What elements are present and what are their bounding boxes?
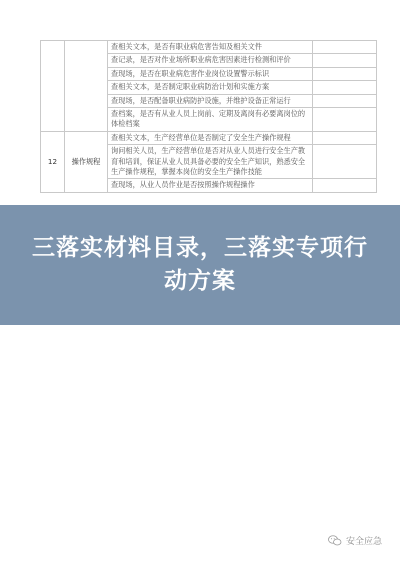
blank-cell bbox=[313, 108, 377, 132]
source-watermark bbox=[328, 534, 382, 547]
blank-cell bbox=[313, 81, 377, 94]
watermark-text: 安全应急 bbox=[345, 537, 382, 547]
table-row bbox=[41, 131, 377, 144]
blank-cell bbox=[313, 54, 377, 67]
inspection-checklist-table bbox=[40, 40, 377, 193]
check-item-cell: 查现场，从业人员作业是否按照操作规程操作 bbox=[108, 179, 313, 192]
check-item-cell: 查相关文本，是否有职业病危害告知及相关文件 bbox=[108, 41, 313, 54]
row-number-cell: 12 bbox=[41, 131, 65, 192]
check-item-cell: 查相关文本，是否制定职业病防治计划和实施方案 bbox=[108, 81, 313, 94]
category-cell bbox=[65, 41, 108, 132]
wechat-icon bbox=[328, 535, 342, 546]
check-item-cell: 查相关文本，生产经营单位是否制定了安全生产操作规程 bbox=[108, 131, 313, 144]
check-item-cell: 查现场，是否配备职业病防护设施，并维护设备正常运行 bbox=[108, 94, 313, 107]
blank-cell bbox=[313, 179, 377, 192]
category-cell: 操作规程 bbox=[65, 131, 108, 192]
row-number-cell bbox=[41, 41, 65, 132]
blank-cell bbox=[313, 67, 377, 80]
blank-cell bbox=[313, 94, 377, 107]
table-row bbox=[41, 41, 377, 54]
check-item-cell: 查档案，是否有从业人员上岗前、定期及离岗有必要离岗位的体检档案 bbox=[108, 108, 313, 132]
check-item-cell: 查记录，是否对作业场所职业病危害因素进行检测和评价 bbox=[108, 54, 313, 67]
check-item-cell: 查现场，是否在职业病危害作业岗位设置警示标识 bbox=[108, 67, 313, 80]
blank-cell bbox=[313, 41, 377, 54]
blank-cell bbox=[313, 145, 377, 179]
blank-cell bbox=[313, 131, 377, 144]
banner-title: 三落实材料目录，三落实专项行动方案 bbox=[32, 235, 368, 294]
check-item-cell: 询问相关人员，生产经营单位是否对从业人员进行安全生产教育和培训，保证从业人员具备必要的安全生产知识，熟悉安全生产操作规程，掌握本岗位的安全生产操作技能 bbox=[108, 145, 313, 179]
title-banner bbox=[0, 205, 400, 325]
